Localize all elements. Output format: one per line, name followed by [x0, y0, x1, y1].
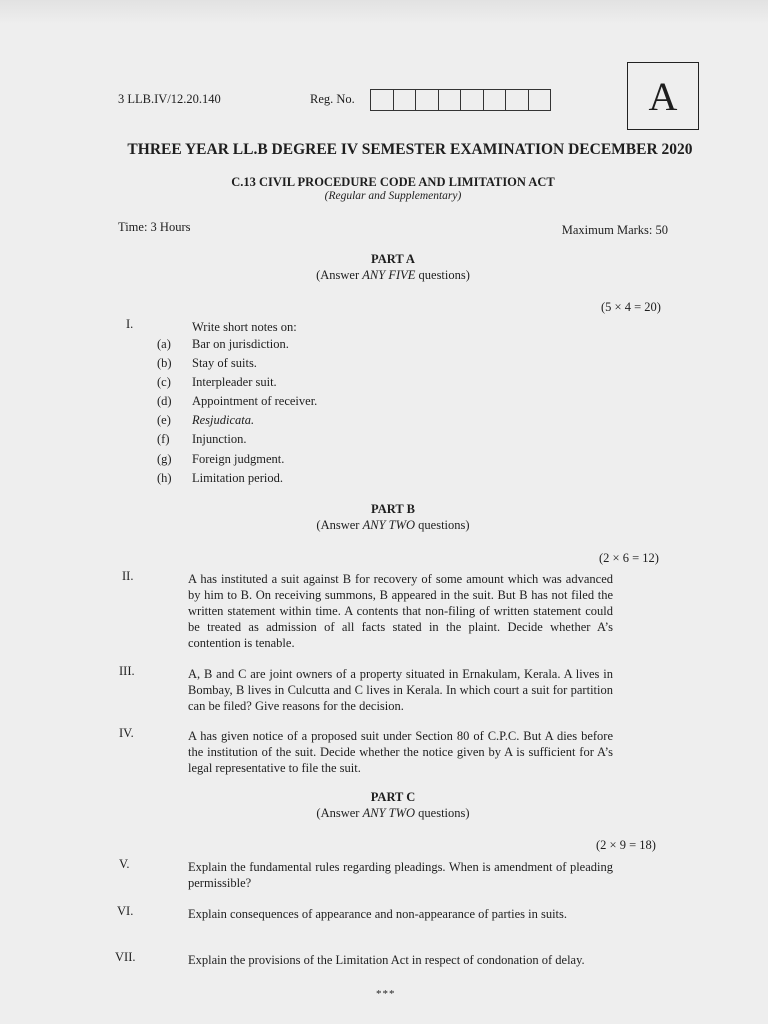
reg-no-box [506, 90, 529, 110]
question-number: VI. [117, 904, 134, 918]
part-b-heading: PART B [371, 502, 415, 516]
part-c-instruction: (Answer ANY TWO questions) [316, 806, 470, 820]
question-lead: Write short notes on: [192, 320, 297, 334]
reg-no-box [529, 90, 551, 110]
part-a-marks: (5 × 4 = 20) [601, 300, 661, 314]
part-c-heading: PART C [370, 790, 416, 804]
scan-top-shade [0, 0, 768, 24]
paper-code: 3 LLB.IV/12.20.140 [118, 92, 221, 106]
sub-item-label: (f) [157, 432, 170, 446]
question-text: Explain consequences of appearance and non-appearance of parties in suits. [188, 907, 568, 921]
sub-item-label: (c) [157, 375, 171, 389]
exam-title: THREE YEAR LL.B DEGREE IV SEMESTER EXAMINATION DECEMBER 2020 [127, 141, 693, 158]
end-of-paper-mark: *** [376, 988, 396, 1000]
reg-no-label: Reg. No. [310, 92, 355, 106]
part-c-marks: (2 × 9 = 18) [596, 838, 656, 852]
part-a-heading: PART A [371, 252, 415, 266]
part-b-marks: (2 × 6 = 12) [599, 551, 659, 565]
question-set-box [627, 62, 699, 130]
question-text: Explain the provisions of the Limitation Act in respect of condonation of delay. [188, 953, 585, 967]
question-text: A has given notice of a proposed suit under Section 80 of C.P.C. But A dies before the institution of the suit. Decide whether the notice given by A is sufficient for A’s legal representative to file the suit. [188, 729, 613, 775]
time-allowed: Time: 3 Hours [118, 220, 191, 234]
maximum-marks: Maximum Marks: 50 [561, 223, 668, 237]
subject-title: C.13 CIVIL PROCEDURE CODE AND LIMITATION ACT [231, 175, 555, 189]
sub-item-text: Interpleader suit. [192, 375, 277, 389]
question-number: I. [126, 317, 134, 331]
question-number: III. [119, 664, 135, 678]
part-a-instruction: (Answer ANY FIVE questions) [316, 268, 470, 282]
question-number: V. [119, 857, 130, 871]
question-text: A, B and C are joint owners of a property situated in Ernakulam, Kerala. A lives in Bombay, B lives in Culcutta and C lives in Kerala. In which court a suit for partition can be filed? Give reasons for the decision. [188, 667, 613, 713]
sub-item-text: Appointment of receiver. [192, 394, 318, 408]
question-text: A has instituted a suit against B for recovery of some amount which was advanced by him to B. On receiving summons, B appeared in the suit. But B has not filed the written statement within time. A contents that non-filing of written statement could be treated as admission of all facts stated in the plaint. Decide whether A’s contention is tenable. [188, 572, 613, 650]
sub-item-text: Stay of suits. [192, 356, 257, 370]
question-text: Explain the fundamental rules regarding pleadings. When is amendment of pleading permissible? [188, 860, 613, 890]
sub-item-label: (a) [157, 337, 171, 351]
reg-no-box [484, 90, 507, 110]
question-number: IV. [119, 726, 134, 740]
reg-no-box [461, 90, 484, 110]
reg-no-box [439, 90, 462, 110]
sub-item-text: Limitation period. [192, 471, 283, 485]
reg-no-box [394, 90, 417, 110]
part-b-instruction: (Answer ANY TWO questions) [316, 518, 470, 532]
sub-item-label: (g) [157, 452, 172, 466]
reg-no-box [371, 90, 394, 110]
question-set-letter: A [648, 73, 678, 119]
sub-item-text: Foreign judgment. [192, 452, 285, 466]
sub-item-label: (h) [157, 471, 172, 485]
sub-item-text: Injunction. [192, 432, 247, 446]
sub-item-label: (d) [157, 394, 172, 408]
question-number: II. [122, 569, 134, 583]
sub-item-text: Resjudicata. [192, 413, 255, 427]
sub-item-label: (e) [157, 413, 171, 427]
reg-no-box [416, 90, 439, 110]
reg-no-boxes [370, 89, 551, 111]
subject-note: (Regular and Supplementary) [324, 190, 462, 202]
sub-item-label: (b) [157, 356, 172, 370]
sub-item-text: Bar on jurisdiction. [192, 337, 289, 351]
question-number: VII. [115, 950, 136, 964]
